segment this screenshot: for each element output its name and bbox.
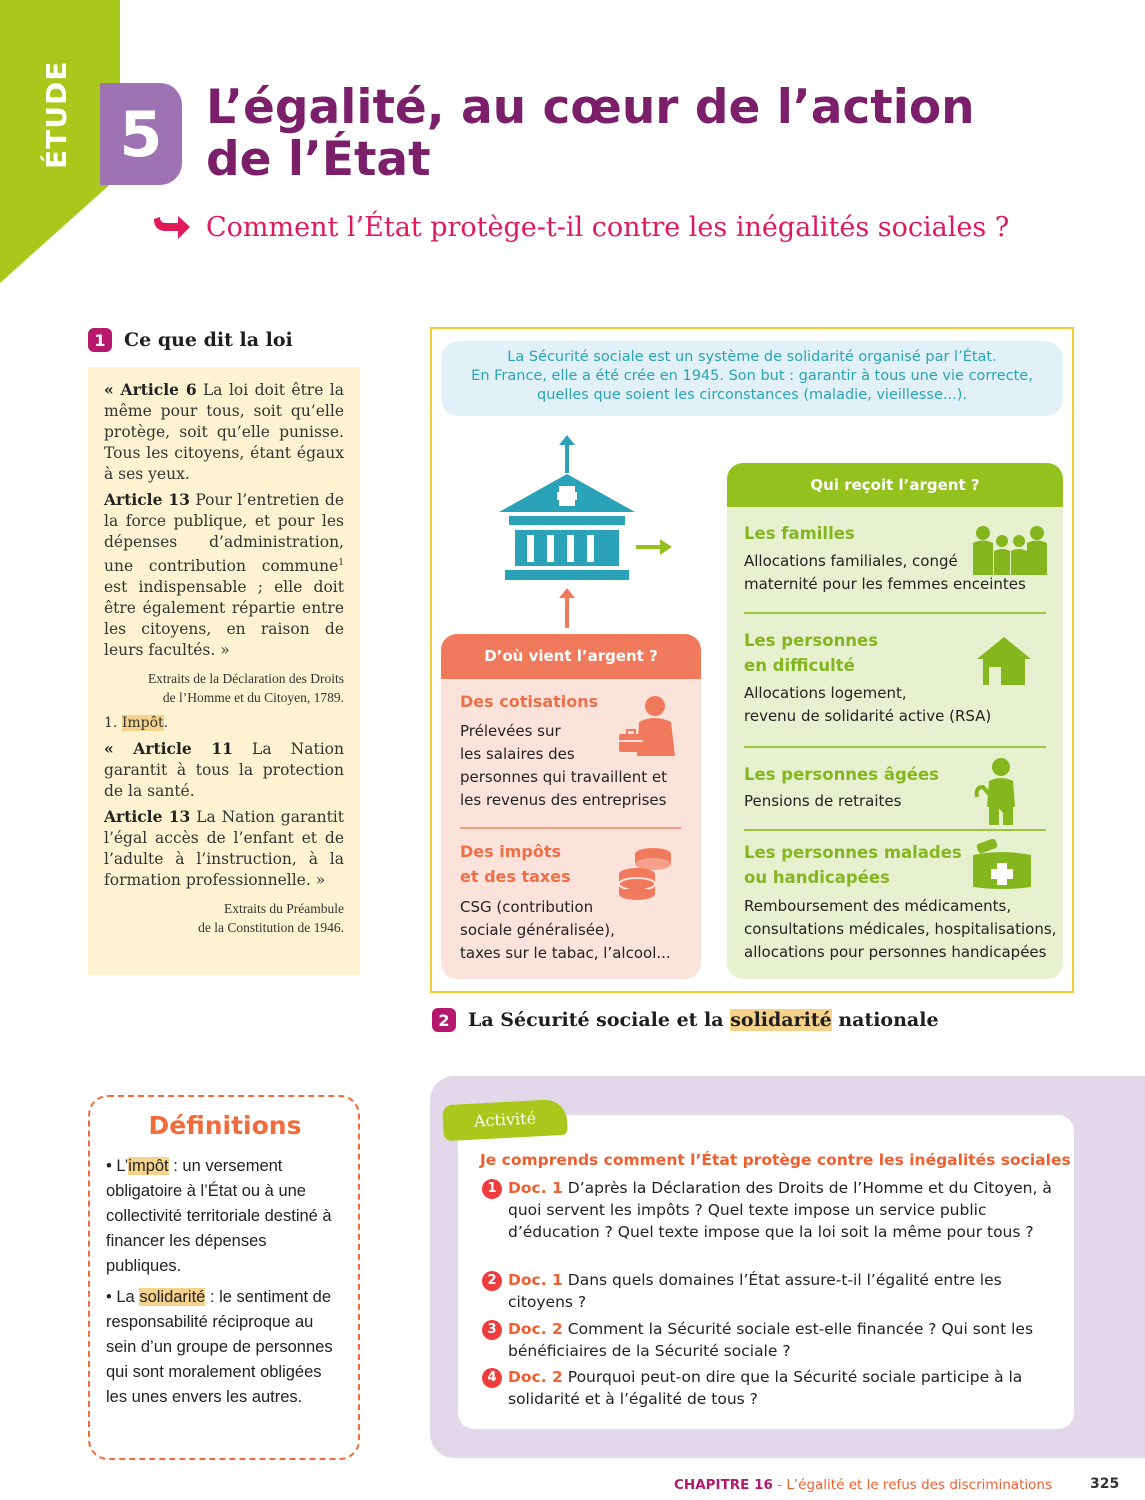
question-body: Comment la Sécurité sociale est-elle financée ? Qui sont les bénéficiaires de la Sécurité sociale ? bbox=[508, 1320, 1034, 1360]
source-1946-line2: de la Constitution de 1946. bbox=[198, 920, 344, 936]
question-doc-ref: Doc. 1 bbox=[508, 1271, 563, 1289]
question-doc-ref: Doc. 1 bbox=[508, 1179, 563, 1197]
doc1-title: Ce que dit la loi bbox=[124, 329, 293, 351]
beneficiary-text-line: Pensions de retraites bbox=[744, 792, 902, 810]
page-number: 325 bbox=[1090, 1476, 1120, 1492]
panel-separator bbox=[744, 746, 1046, 748]
secu-intro bbox=[441, 341, 1063, 416]
source-text-line: les revenus des entreprises bbox=[460, 791, 667, 809]
definition-solidarite bbox=[106, 1285, 344, 1410]
activity-question-3 bbox=[482, 1318, 1068, 1362]
definition-term-impot: impôt bbox=[128, 1157, 169, 1175]
beneficiaries-header: Qui reçoit l’argent ? bbox=[727, 463, 1063, 507]
definition-text: : un versement obligatoire à l’État ou à une collectivité territoriale destiné à financer les dépenses publiques. bbox=[106, 1157, 332, 1275]
footnote-num: 1. bbox=[104, 715, 122, 732]
question-body: D’après la Déclaration des Droits de l’Homme et du Citoyen, à quoi servent les impôts ? Quel texte impose un service public d’éducation ? Quel texte impose que la loi soit la même pour tous ? bbox=[508, 1179, 1052, 1241]
doc2-badge: 2 bbox=[432, 1008, 456, 1032]
footnote-word[interactable]: Impôt bbox=[121, 715, 164, 732]
intro-line-1: La Sécurité sociale est un système de solidarité organisé par l’État. bbox=[507, 349, 997, 365]
title-line-1: L’égalité, au cœur de l’action bbox=[206, 80, 975, 135]
source-title-cotisations: Des cotisations bbox=[460, 692, 599, 711]
doc2-heading bbox=[432, 1008, 939, 1032]
doc1-badge: 1 bbox=[88, 328, 112, 352]
beneficiary-text-line: consultations médicales, hospitalisations, bbox=[744, 920, 1057, 938]
source-title-impots: Des impôts bbox=[460, 842, 561, 861]
definition-term-solidarite: solidarité bbox=[139, 1288, 206, 1306]
beneficiary-text-line: maternité pour les femmes enceintes bbox=[744, 575, 1026, 593]
definition-prefix: • L’ bbox=[106, 1157, 129, 1175]
beneficiary-title-agees: Les personnes âgées bbox=[744, 765, 939, 784]
footnote-end: . bbox=[163, 715, 169, 732]
definition-impot bbox=[106, 1154, 344, 1279]
beneficiary-title-familles: Les familles bbox=[744, 524, 855, 543]
article-13-label: Article 13 bbox=[104, 490, 190, 509]
footnote-ref: 1 bbox=[338, 558, 344, 568]
article-13-1946 bbox=[104, 806, 344, 891]
doc2-title-highlight[interactable]: solidarité bbox=[730, 1009, 832, 1031]
beneficiary-text-line: Remboursement des médicaments, bbox=[744, 897, 1012, 915]
question-doc-ref: Doc. 2 bbox=[508, 1368, 563, 1386]
arrow-up-icon bbox=[557, 435, 577, 473]
question-text bbox=[508, 1318, 1068, 1362]
question-number: 4 bbox=[482, 1368, 502, 1388]
question-body: Pourquoi peut-on dire que la Sécurité sociale participe à la solidarité et à l’égalité de tous ? bbox=[508, 1368, 1023, 1408]
article-13-1946-text: La Nation garantit l’égal accès de l’enfant et de l’adulte à l’instruction, à la formation professionnelle. » bbox=[104, 808, 344, 890]
beneficiary-title-malades-2: ou handicapées bbox=[744, 868, 890, 887]
beneficiary-title-difficulte-2: en difficulté bbox=[744, 656, 855, 675]
article-11-label: « Article 11 bbox=[104, 739, 233, 759]
definitions-title: Définitions bbox=[148, 1111, 302, 1140]
family-icon bbox=[971, 525, 1049, 575]
article-11-text: La Nation garantit à tous la protection de la santé. bbox=[104, 740, 344, 801]
definition-prefix: • La bbox=[106, 1288, 140, 1306]
page-title bbox=[206, 82, 1106, 186]
doc2-title-a: La Sécurité sociale et la bbox=[468, 1009, 731, 1031]
source-text-line: Prélevées sur bbox=[460, 722, 561, 740]
article-13 bbox=[104, 489, 344, 661]
doc1-text-box bbox=[88, 367, 360, 975]
article-6 bbox=[104, 379, 344, 485]
question-row bbox=[152, 212, 1009, 243]
activity-question-2 bbox=[482, 1269, 1068, 1313]
chapter-title: - L’égalité et le refus des discriminations bbox=[772, 1477, 1053, 1493]
source-text-line: personnes qui travaillent et bbox=[460, 768, 668, 786]
money-sources-panel bbox=[441, 634, 701, 979]
article-6-label: « Article 6 bbox=[104, 380, 197, 399]
source-1789-line2: de l’Homme et du Citoyen, 1789. bbox=[162, 690, 344, 706]
source-text-line: les salaires des bbox=[460, 745, 575, 763]
doc2-title bbox=[468, 1009, 939, 1031]
source-1946-line1: Extraits du Préambule bbox=[224, 901, 344, 917]
bank-building-icon bbox=[497, 472, 637, 582]
chapter-footer bbox=[674, 1477, 1052, 1493]
chapter-label: CHAPITRE 16 bbox=[674, 1477, 773, 1493]
article-13-1946-label: Article 13 bbox=[104, 807, 191, 827]
beneficiary-title-difficulte-1: Les personnes bbox=[744, 631, 879, 650]
source-title-taxes: et des taxes bbox=[460, 867, 571, 886]
source-text-line: taxes sur le tabac, l’alcool... bbox=[460, 944, 671, 962]
source-1789-line1: Extraits de la Déclaration des Droits bbox=[147, 671, 344, 687]
activity-tab: Activité bbox=[442, 1099, 568, 1141]
beneficiary-title-malades-1: Les personnes malades bbox=[744, 843, 962, 862]
beneficiary-text-line: Allocations familiales, congé bbox=[744, 552, 958, 570]
question-body: Dans quels domaines l’État assure-t-il l’égalité entre les citoyens ? bbox=[508, 1271, 1002, 1311]
medical-kit-icon bbox=[969, 839, 1035, 891]
arrow-right-green-icon bbox=[636, 537, 672, 557]
arrow-up-orange-icon bbox=[557, 588, 577, 628]
footnote bbox=[104, 713, 344, 734]
article-11 bbox=[104, 738, 344, 802]
house-icon bbox=[975, 635, 1033, 687]
beneficiary-text-line: revenu de solidarité active (RSA) bbox=[744, 707, 992, 725]
question-doc-ref: Doc. 2 bbox=[508, 1320, 563, 1338]
article-13-text-b: est indispensable ; elle doit être également répartie entre les citoyens, en raison de leurs facultés. » bbox=[104, 578, 344, 660]
question-text bbox=[508, 1366, 1068, 1410]
beneficiary-text-line: Allocations logement, bbox=[744, 684, 907, 702]
coins-icon bbox=[613, 844, 677, 904]
panel-separator bbox=[744, 829, 1046, 831]
money-sources-header: D’où vient l’argent ? bbox=[441, 634, 701, 679]
activity-subtitle: Je comprends comment l’État protège contre les inégalités sociales bbox=[480, 1151, 1071, 1169]
page-question: Comment l’État protège-t-il contre les inégalités sociales ? bbox=[206, 212, 1010, 243]
question-number: 1 bbox=[482, 1179, 502, 1199]
question-number: 3 bbox=[482, 1320, 502, 1340]
article-6-text: La loi doit être la même pour tous, soit qu’elle protège, soit qu’elle punisse. Tous les citoyens, étant égaux à ses yeux. bbox=[104, 381, 344, 483]
doc2-title-b: nationale bbox=[831, 1009, 939, 1031]
panel-separator bbox=[744, 612, 1046, 614]
title-line-2: de l’État bbox=[206, 132, 431, 187]
source-text-line: CSG (contribution bbox=[460, 898, 594, 916]
beneficiaries-panel bbox=[727, 463, 1063, 979]
elderly-person-icon bbox=[971, 757, 1031, 827]
source-text-line: sociale généralisée), bbox=[460, 921, 615, 939]
worker-icon bbox=[617, 694, 681, 758]
question-number: 2 bbox=[482, 1271, 502, 1291]
definitions-box bbox=[88, 1095, 360, 1460]
question-text bbox=[508, 1177, 1068, 1243]
source-1946 bbox=[104, 899, 344, 937]
activity-question-1 bbox=[482, 1177, 1068, 1243]
article-13-text-a: Pour l’entretien de la force publique, et pour les dépenses d’administration, une contribution commune bbox=[104, 491, 344, 576]
activity-question-4 bbox=[482, 1366, 1068, 1410]
source-1789 bbox=[104, 669, 344, 707]
intro-line-3: quelles que soient les circonstances (maladie, vieillesse...). bbox=[536, 387, 967, 403]
definition-text: : le sentiment de responsabilité réciproque au sein d’un groupe de personnes qui sont moralement obligées les unes envers les autres. bbox=[106, 1288, 333, 1406]
arrow-right-icon bbox=[152, 215, 192, 241]
intro-line-2: En France, elle a été crée en 1945. Son but : garantir à tous une vie correcte, bbox=[471, 368, 1033, 384]
beneficiary-text-line: allocations pour personnes handicapées bbox=[744, 943, 1047, 961]
question-text bbox=[508, 1269, 1068, 1313]
panel-separator bbox=[460, 827, 681, 829]
etude-number: 5 bbox=[100, 83, 182, 185]
doc1-heading bbox=[88, 328, 293, 352]
etude-label: ÉTUDE bbox=[40, 60, 73, 170]
